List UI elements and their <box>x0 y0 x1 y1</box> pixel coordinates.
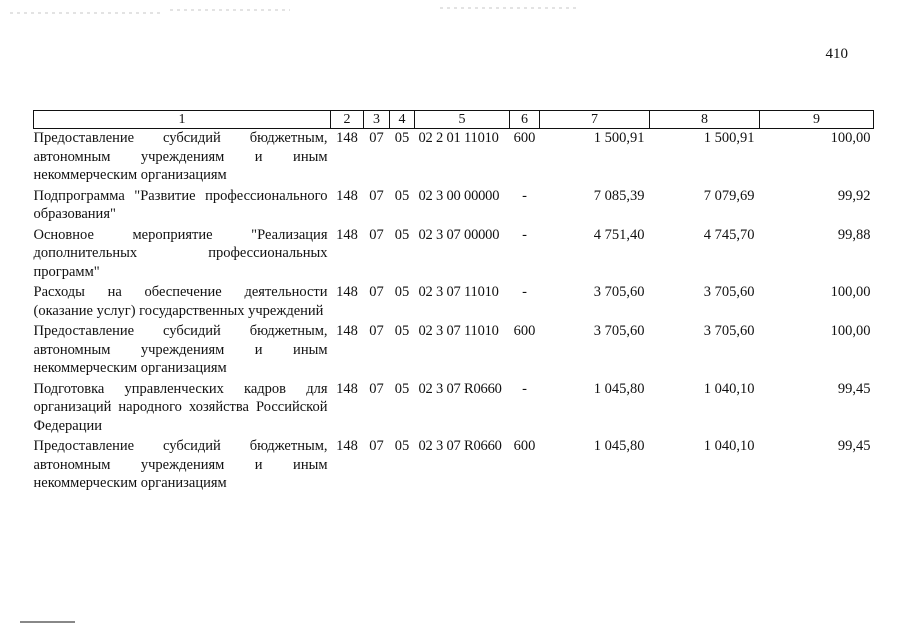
row-expense-type: 600 <box>513 438 536 454</box>
row-ministry: 148 <box>336 438 358 454</box>
header-col-2: 2 <box>331 111 364 129</box>
row-percent: 99,92 <box>837 187 871 204</box>
row-section: 07 <box>369 284 384 300</box>
row-planned: 1 045,80 <box>593 438 645 454</box>
row-name: Расходы на обеспечение деятельности (оказание услуг) государственных учреждений <box>33 284 328 319</box>
row-executed: 7 079,69 <box>703 187 755 204</box>
header-col-7: 7 <box>540 111 650 129</box>
row-section: 07 <box>369 130 384 146</box>
row-name: Предоставление субсидий бюджетным, автономным учреждениям и иным некоммерческим организациям <box>33 438 328 491</box>
header-col-1: 1 <box>34 111 331 129</box>
row-percent: 99,88 <box>837 226 871 243</box>
row-ministry: 148 <box>336 187 358 204</box>
row-subsection: 05 <box>394 130 410 146</box>
table-row <box>34 437 874 495</box>
table-row <box>34 322 874 380</box>
row-name: Предоставление субсидий бюджетным, автономным учреждениям и иным некоммерческим организациям <box>33 130 328 183</box>
table-row <box>34 226 874 284</box>
row-executed: 4 745,70 <box>703 226 755 243</box>
row-executed: 3 705,60 <box>703 323 755 339</box>
header-col-8: 8 <box>650 111 760 129</box>
row-ministry: 148 <box>336 323 358 339</box>
row-subsection: 05 <box>394 226 410 243</box>
row-expense-type: 600 <box>513 130 536 146</box>
row-expense-type: 600 <box>513 323 536 339</box>
row-subsection: 05 <box>394 187 410 204</box>
row-name: Основное мероприятие "Реализация дополнительных профессиональных программ" <box>33 226 328 280</box>
row-target-article: 02 3 07 11010 <box>418 323 499 339</box>
row-expense-type: - <box>522 226 527 243</box>
row-target-article: 02 3 07 11010 <box>418 284 499 300</box>
table-row <box>34 380 874 438</box>
table-body <box>34 129 874 495</box>
row-ministry: 148 <box>336 226 358 243</box>
row-planned: 4 751,40 <box>593 226 645 243</box>
row-target-article: 02 3 00 00000 <box>418 187 500 204</box>
row-executed: 1 500,91 <box>703 130 755 146</box>
page-number: 410 <box>825 46 848 62</box>
row-percent: 99,45 <box>837 438 871 454</box>
row-subsection: 05 <box>394 284 410 300</box>
row-ministry: 148 <box>336 130 358 146</box>
row-subsection: 05 <box>394 380 410 397</box>
budget-table <box>33 110 874 495</box>
row-executed: 1 040,10 <box>703 438 755 454</box>
row-target-article: 02 2 01 11010 <box>418 130 499 146</box>
row-name: Подготовка управленческих кадров для организаций народного хозяйства Российской Федерации <box>33 380 328 434</box>
row-subsection: 05 <box>394 438 410 454</box>
header-col-3: 3 <box>364 111 390 129</box>
row-section: 07 <box>369 438 384 454</box>
row-expense-type: - <box>522 380 527 397</box>
table-row <box>34 129 874 187</box>
row-percent: 99,45 <box>837 380 871 397</box>
row-percent: 100,00 <box>830 130 871 146</box>
row-target-article: 02 3 07 R0660 <box>418 438 502 454</box>
row-target-article: 02 3 07 R0660 <box>418 380 502 397</box>
row-percent: 100,00 <box>830 284 871 300</box>
row-ministry: 148 <box>336 284 358 300</box>
header-col-9: 9 <box>760 111 874 129</box>
row-expense-type: - <box>522 187 527 204</box>
header-col-4: 4 <box>390 111 415 129</box>
row-subsection: 05 <box>394 323 410 339</box>
row-name: Предоставление субсидий бюджетным, автономным учреждениям и иным некоммерческим организациям <box>33 323 328 376</box>
row-section: 07 <box>369 187 384 204</box>
row-section: 07 <box>369 323 384 339</box>
table-row <box>34 187 874 226</box>
row-planned: 7 085,39 <box>593 187 645 204</box>
header-col-6: 6 <box>510 111 540 129</box>
row-target-article: 02 3 07 00000 <box>418 226 500 243</box>
row-percent: 100,00 <box>830 323 871 339</box>
row-section: 07 <box>369 226 384 243</box>
row-name: Подпрограмма "Развитие профессионального образования" <box>33 187 328 222</box>
row-planned: 3 705,60 <box>593 323 645 339</box>
row-executed: 1 040,10 <box>703 380 755 397</box>
row-planned: 1 500,91 <box>593 130 645 146</box>
row-ministry: 148 <box>336 380 358 397</box>
row-expense-type: - <box>522 284 527 300</box>
row-section: 07 <box>369 380 384 397</box>
row-planned: 3 705,60 <box>593 284 645 300</box>
table-row <box>34 283 874 322</box>
table-header <box>34 111 874 129</box>
row-planned: 1 045,80 <box>593 380 645 397</box>
row-executed: 3 705,60 <box>703 284 755 300</box>
header-col-5: 5 <box>415 111 510 129</box>
